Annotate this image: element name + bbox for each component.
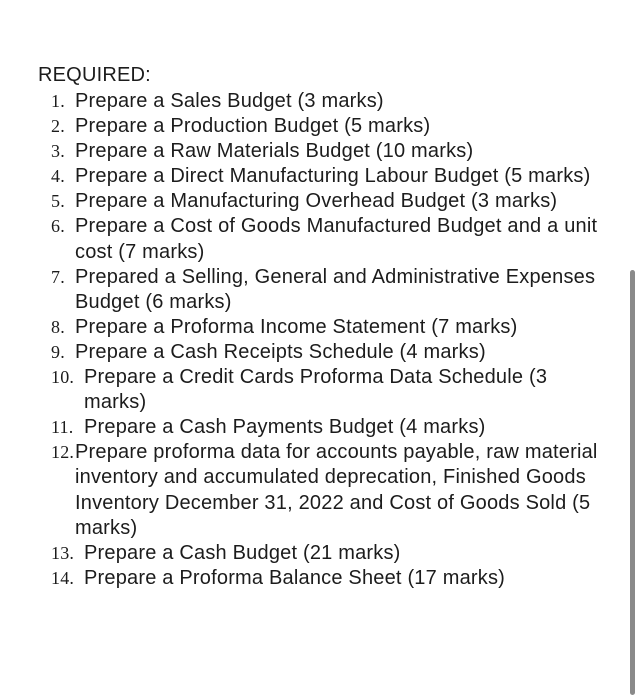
list-item-number: 5. bbox=[51, 191, 65, 212]
list-item bbox=[51, 541, 611, 566]
list-item-text: Prepare a Manufacturing Overhead Budget (3 marks) bbox=[75, 190, 558, 213]
list-item bbox=[51, 139, 611, 164]
list-item bbox=[51, 164, 611, 189]
required-heading: REQUIRED: bbox=[38, 64, 151, 86]
list-item bbox=[51, 114, 611, 139]
list-item-text: Prepare a Cash Budget (21 marks) bbox=[84, 541, 401, 564]
list-item bbox=[51, 415, 611, 440]
list-item-text: Prepare a Sales Budget (3 marks) bbox=[75, 90, 384, 112]
list-item-text: Prepare a Credit Cards Proforma Data Schedule (3 marks) bbox=[84, 366, 548, 414]
list-item-number: 4. bbox=[51, 166, 65, 187]
list-item bbox=[51, 214, 611, 264]
list-item-number: 11. bbox=[51, 417, 74, 438]
list-item bbox=[51, 340, 611, 365]
list-item-number: 9. bbox=[51, 341, 65, 362]
list-item-text: Prepare a Raw Materials Budget (10 marks) bbox=[75, 140, 474, 163]
list-item bbox=[51, 315, 611, 340]
list-item-number: 10. bbox=[51, 367, 75, 388]
list-item-number: 8. bbox=[51, 316, 65, 337]
list-item bbox=[51, 440, 611, 540]
list-item-number: 12. bbox=[51, 442, 75, 463]
list-item-text: Prepare proforma data for accounts payable, raw material inventory and accumulated deprecation, Finished Goods Inventory December 31, 2022 and Cost of Goods Sold (5 marks) bbox=[75, 441, 598, 539]
vertical-scrollbar[interactable] bbox=[630, 270, 635, 695]
list-item bbox=[51, 365, 611, 415]
list-item bbox=[51, 265, 611, 315]
list-item-number: 7. bbox=[51, 266, 65, 287]
list-item-text: Prepare a Direct Manufacturing Labour Budget (5 marks) bbox=[75, 165, 591, 188]
list-item-number: 13. bbox=[51, 542, 75, 563]
list-item-text: Prepare a Cash Payments Budget (4 marks) bbox=[84, 416, 486, 439]
list-item-number: 14. bbox=[51, 567, 75, 588]
list-item-text: Prepare a Cash Receipts Schedule (4 marks) bbox=[75, 340, 486, 363]
list-item-number: 1. bbox=[51, 91, 65, 111]
list-item-number: 3. bbox=[51, 141, 65, 162]
list-item-text: Prepare a Production Budget (5 marks) bbox=[75, 115, 431, 138]
list-item-text: Prepared a Selling, General and Administrative Expenses Budget (6 marks) bbox=[75, 265, 596, 313]
list-item bbox=[51, 189, 611, 214]
list-item-number: 2. bbox=[51, 116, 65, 137]
requirements-list bbox=[51, 89, 611, 591]
list-item-number: 6. bbox=[51, 216, 65, 237]
list-item bbox=[51, 89, 611, 114]
list-item-text: Prepare a Proforma Income Statement (7 marks) bbox=[75, 315, 518, 338]
list-item bbox=[51, 566, 611, 591]
list-item-text: Prepare a Cost of Goods Manufactured Budget and a unit cost (7 marks) bbox=[75, 215, 598, 263]
list-item-text: Prepare a Proforma Balance Sheet (17 marks) bbox=[84, 566, 506, 589]
